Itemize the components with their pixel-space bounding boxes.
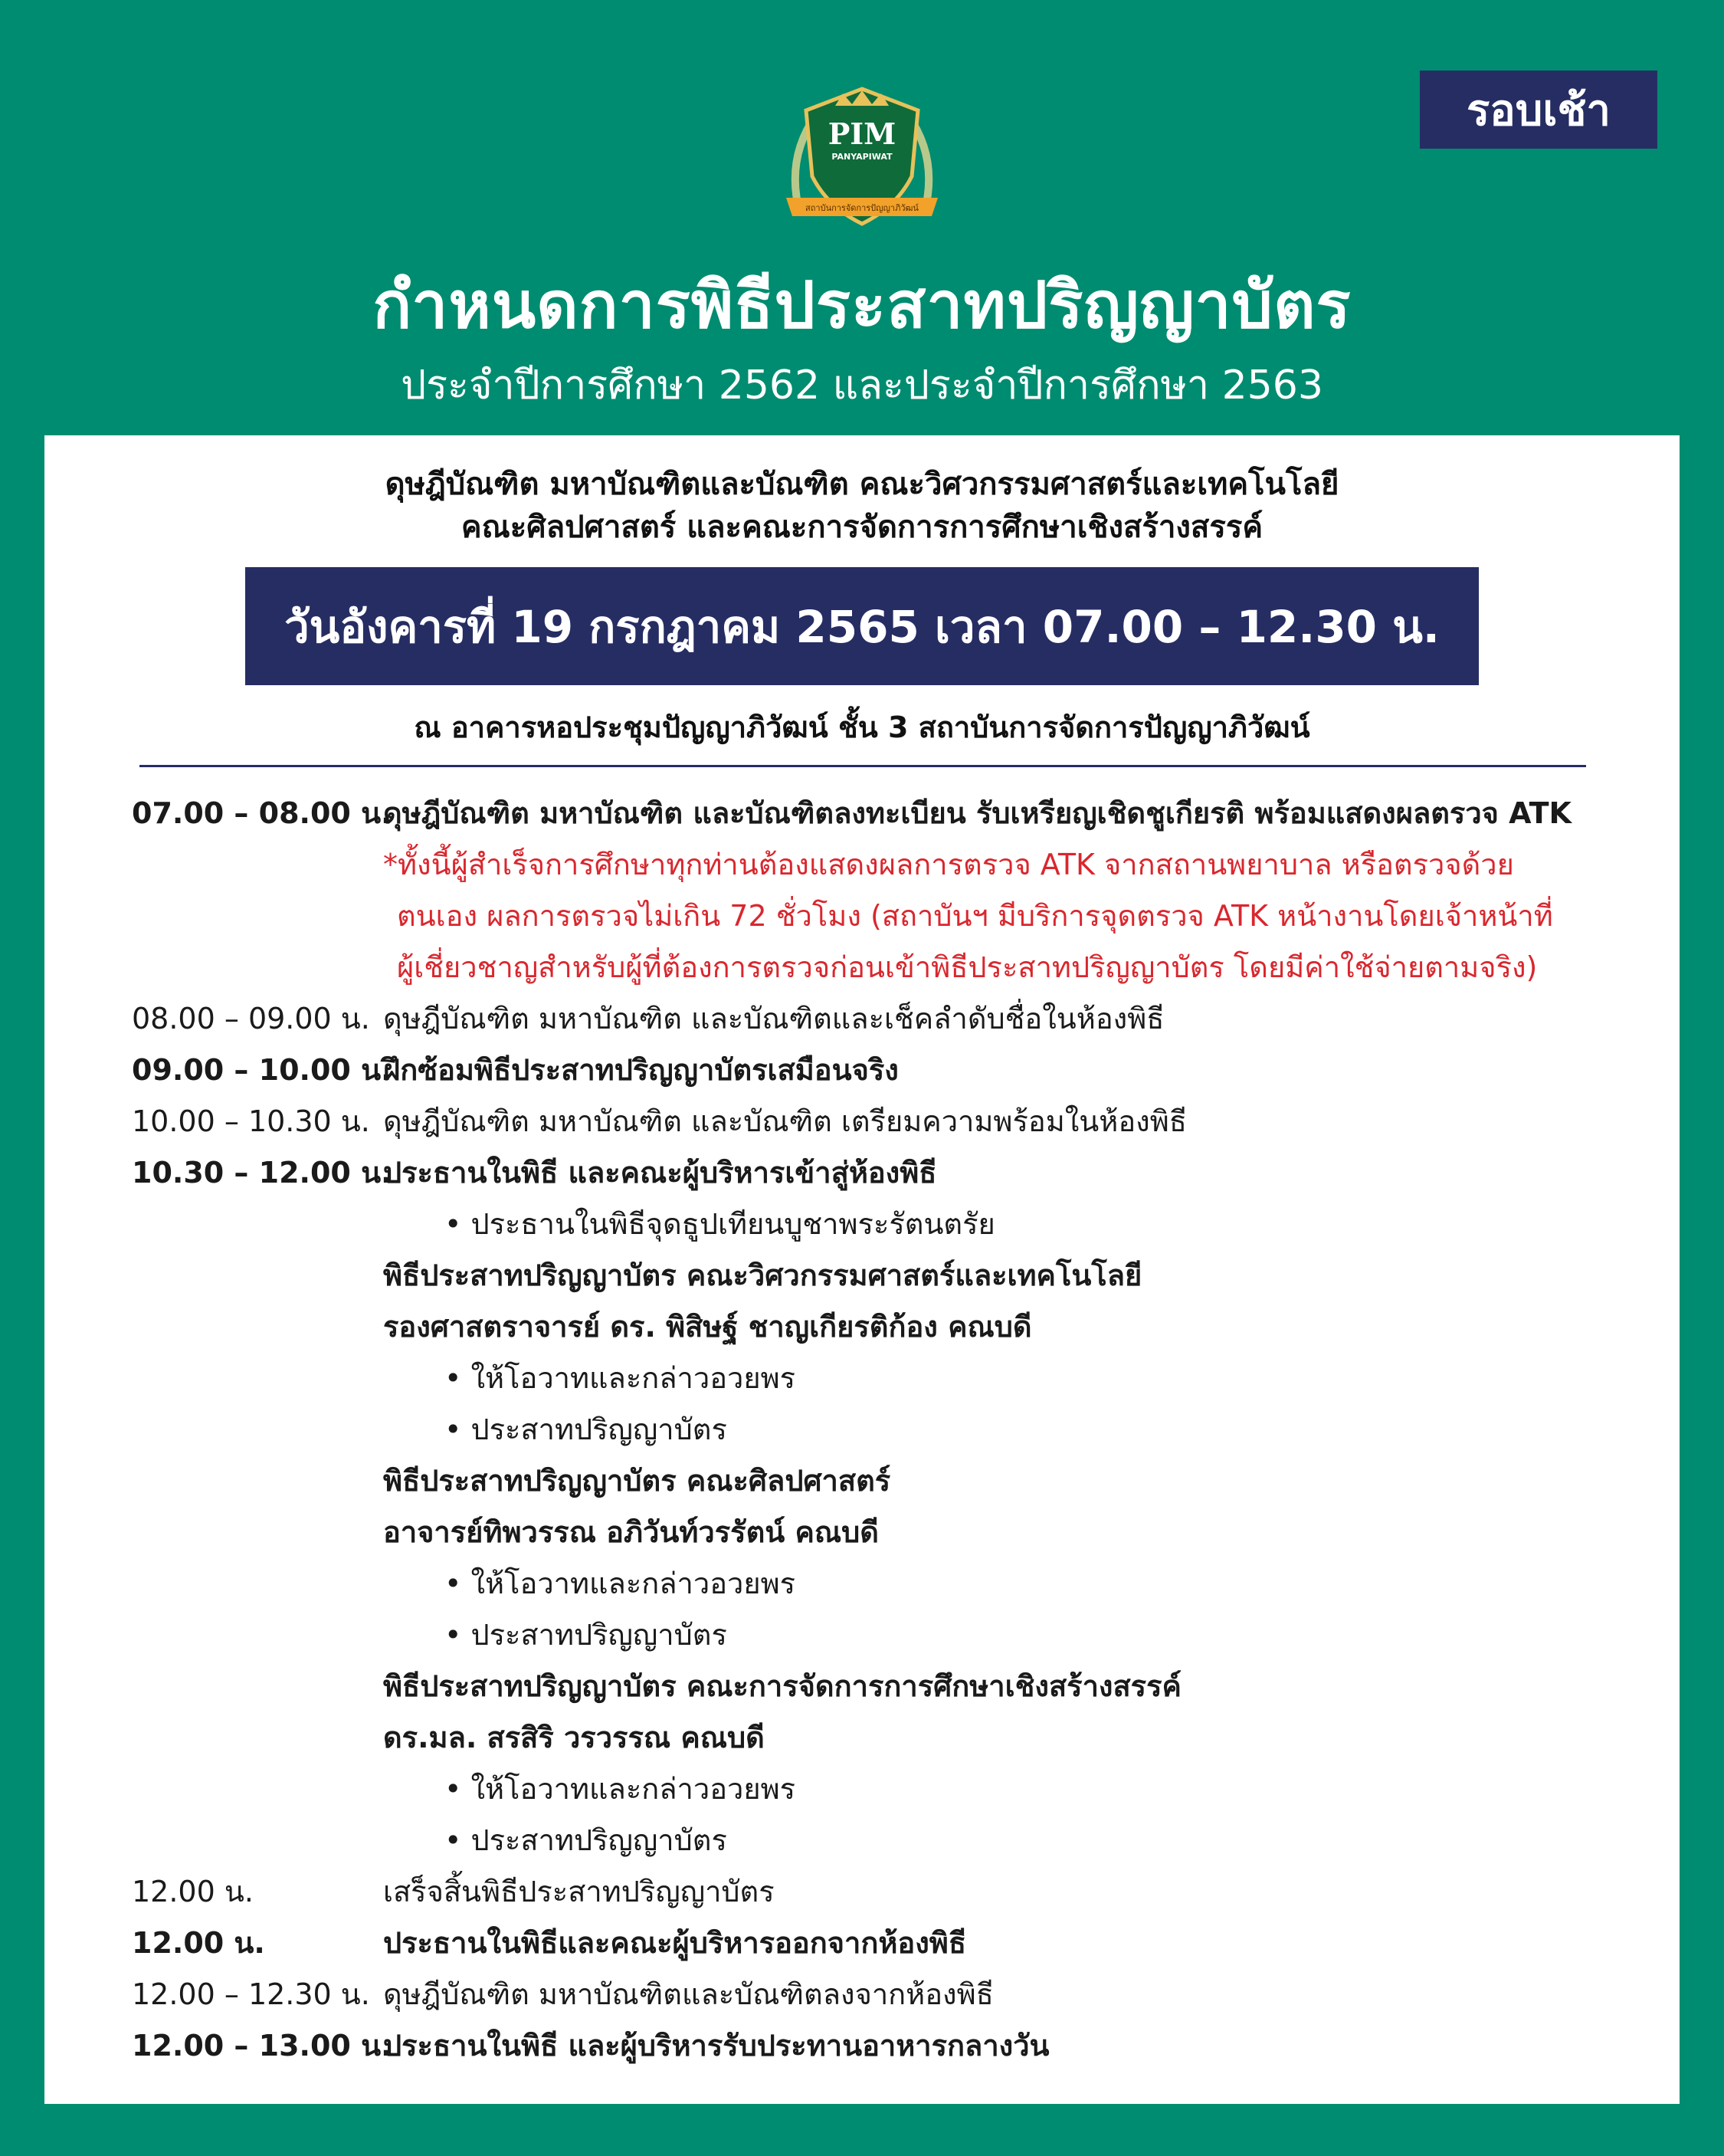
- schedule-card: [44, 435, 1680, 2104]
- schedule-note: [132, 942, 1634, 993]
- row-time: 07.00 – 08.00 น.: [132, 796, 392, 830]
- faculty-line-1: ดุษฎีบัณฑิต มหาบัณฑิตและบัณฑิต คณะวิศวกรรมศาสตร์และเทคโนโลยี: [385, 467, 1339, 502]
- page-title: กำหนดการพิธีประสาทปริญญาบัตร: [372, 267, 1352, 343]
- schedule-bullet: [132, 1815, 1634, 1866]
- schedule-note: [132, 891, 1634, 942]
- row-time: 12.00 – 12.30 น.: [132, 1977, 370, 2011]
- schedule-bullet: [132, 1610, 1634, 1661]
- note-text: *ทั้งนี้ผู้สำเร็จการศึกษาทุกท่านต้องแสดงผลการตรวจ ATK จากสถานพยาบาล หรือตรวจด้วย: [383, 848, 1514, 881]
- schedule-subheading: [132, 1250, 1634, 1301]
- schedule-row: [132, 2020, 1634, 2072]
- logo-ribbon: สถาบันการจัดการปัญญาภิวัฒน์: [805, 203, 919, 213]
- bullet-text: • ให้โอวาทและกล่าวอวยพร: [444, 1772, 796, 1806]
- session-badge: รอบเช้า: [1420, 71, 1657, 149]
- divider: [139, 765, 1586, 767]
- row-text: เสร็จสิ้นพิธีประสาทปริญญาบัตร: [383, 1875, 775, 1908]
- faculty-heading: [44, 463, 1680, 549]
- page-subtitle: ประจำปีการศึกษา 2562 และประจำปีการศึกษา 2563: [401, 363, 1323, 409]
- schedule-bullet: [132, 1404, 1634, 1455]
- row-text: ดุษฎีบัณฑิต มหาบัณฑิตและบัณฑิตลงจากห้องพิธี: [383, 1977, 994, 2011]
- row-text: ประธานในพิธี และผู้บริหารรับประทานอาหารกลางวัน: [383, 2029, 1050, 2062]
- schedule-bullet: [132, 1764, 1634, 1815]
- pim-logo: [782, 84, 942, 238]
- note-text: ผู้เชี่ยวชาญสำหรับผู้ที่ต้องการตรวจก่อนเข้าพิธีประสาทปริญญาบัตร โดยมีค่าใช้จ่ายตามจริง): [397, 950, 1538, 984]
- bullet-text: • ประสาทปริญญาบัตร: [444, 1618, 727, 1652]
- subheading-text: อาจารย์ทิพวรรณ อภิวันท์วรรัตน์ คณบดี: [383, 1515, 879, 1549]
- venue: ณ อาคารหอประชุมปัญญาภิวัฒน์ ชั้น 3 สถาบันการจัดการปัญญาภิวัฒน์: [414, 710, 1310, 744]
- subheading-text: พิธีประสาทปริญญาบัตร คณะศิลปศาสตร์: [383, 1464, 891, 1498]
- subheading-text: ดร.มล. สรสิริ วรวรรณ คณบดี: [383, 1721, 765, 1754]
- schedule-subheading: [132, 1301, 1634, 1353]
- schedule-row: [132, 788, 1634, 839]
- row-text: ฝึกซ้อมพิธีประสาทปริญญาบัตรเสมือนจริง: [383, 1053, 899, 1087]
- row-time: 09.00 – 10.00 น.: [132, 1053, 392, 1087]
- schedule-bullet: [132, 1353, 1634, 1404]
- row-text: ดุษฎีบัณฑิต มหาบัณฑิต และบัณฑิตลงทะเบียน รับเหรียญเชิดชูเกียรติ พร้อมแสดงผลตรวจ ATK: [383, 796, 1572, 830]
- row-time: 10.00 – 10.30 น.: [132, 1104, 370, 1138]
- note-text: ตนเอง ผลการตรวจไม่เกิน 72 ชั่วโมง (สถาบันฯ มีบริการจุดตรวจ ATK หน้างานโดยเจ้าหน้าที่: [397, 899, 1553, 933]
- date-text: วันอังคารที่ 19 กรกฎาคม 2565 เวลา 07.00 – 12.30 น.: [284, 600, 1440, 653]
- bullet-text: • ประสาทปริญญาบัตร: [444, 1413, 727, 1446]
- faculty-line-2: คณะศิลปศาสตร์ และคณะการจัดการการศึกษาเชิงสร้างสรรค์: [460, 510, 1264, 545]
- row-text: ประธานในพิธีและคณะผู้บริหารออกจากห้องพิธี: [383, 1926, 967, 1960]
- schedule-row: [132, 1045, 1634, 1096]
- row-time: 12.00 น.: [132, 1875, 254, 1908]
- bullet-text: • ให้โอวาทและกล่าวอวยพร: [444, 1567, 796, 1600]
- bullet-text: • ประธานในพิธีจุดธูปเทียนบูชาพระรัตนตรัย: [444, 1207, 995, 1241]
- schedule-subheading: [132, 1712, 1634, 1764]
- schedule-row: [132, 1096, 1634, 1147]
- row-time: 12.00 น.: [132, 1926, 265, 1960]
- schedule-row: [132, 1147, 1634, 1199]
- date-banner: [245, 567, 1479, 685]
- bullet-text: • ประสาทปริญญาบัตร: [444, 1823, 727, 1857]
- subheading-text: พิธีประสาทปริญญาบัตร คณะวิศวกรรมศาสตร์และเทคโนโลยี: [383, 1258, 1142, 1292]
- schedule-row: [132, 1918, 1634, 1969]
- subheading-text: รองศาสตราจารย์ ดร. พิสิษฐ์ ชาญเกียรติก้อง คณบดี: [383, 1310, 1032, 1344]
- schedule-row: [132, 1866, 1634, 1918]
- schedule-note: [132, 839, 1634, 891]
- schedule-row: [132, 1969, 1634, 2020]
- schedule-bullet: [132, 1558, 1634, 1610]
- schedule-subheading: [132, 1507, 1634, 1558]
- subheading-text: พิธีประสาทปริญญาบัตร คณะการจัดการการศึกษาเชิงสร้างสรรค์: [383, 1669, 1182, 1703]
- schedule-list: [132, 788, 1634, 2072]
- row-text: ดุษฎีบัณฑิต มหาบัณฑิต และบัณฑิต เตรียมความพร้อมในห้องพิธี: [383, 1104, 1187, 1138]
- row-text: ประธานในพิธี และคณะผู้บริหารเข้าสู่ห้องพิธี: [383, 1156, 937, 1190]
- logo-name: PIM: [828, 116, 896, 151]
- row-text: ดุษฎีบัณฑิต มหาบัณฑิต และบัณฑิตและเช็คลำดับชื่อในห้องพิธี: [383, 1002, 1165, 1035]
- row-time: 10.30 – 12.00 น.: [132, 1156, 392, 1190]
- schedule-subheading: [132, 1661, 1634, 1712]
- schedule-subheading: [132, 1455, 1634, 1507]
- schedule-row: [132, 993, 1634, 1045]
- row-time: 12.00 – 13.00 น.: [132, 2029, 392, 2062]
- schedule-bullet: [132, 1199, 1634, 1250]
- row-time: 08.00 – 09.00 น.: [132, 1002, 370, 1035]
- bullet-text: • ให้โอวาทและกล่าวอวยพร: [444, 1361, 796, 1395]
- logo-sub: PANYAPIWAT: [831, 152, 893, 162]
